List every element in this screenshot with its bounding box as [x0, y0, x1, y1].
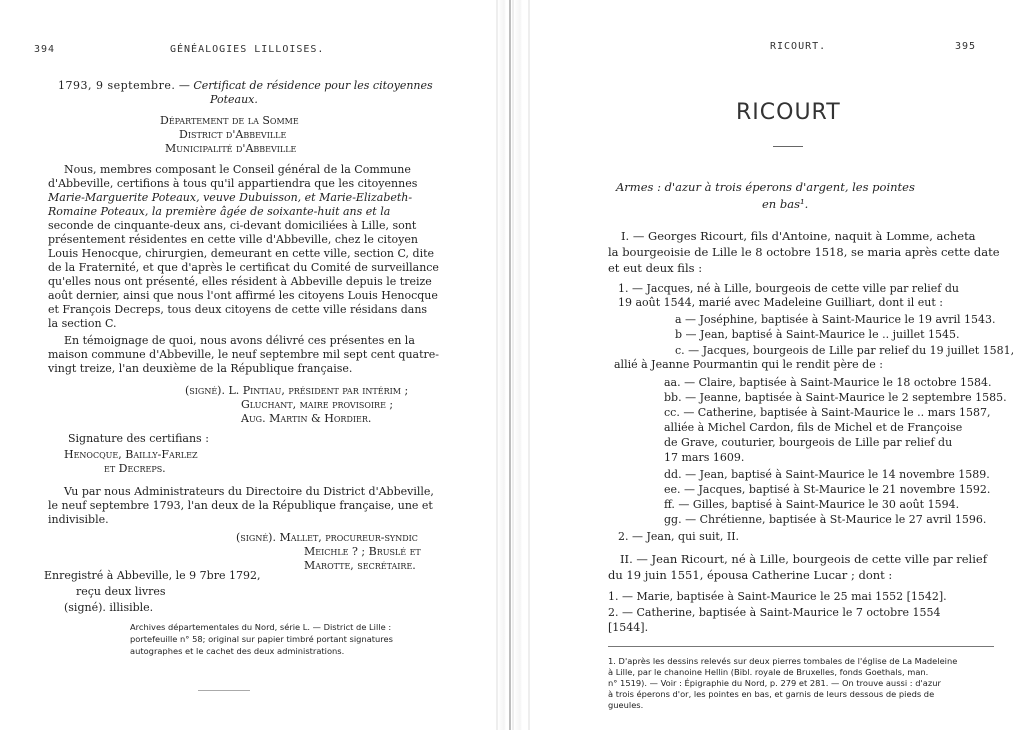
- text-line: Vu par nous Administrateurs du Directoire du District d'Abbeville,: [64, 485, 434, 498]
- certifiers-names: Henocque, Bailly-Farlez: [64, 448, 198, 461]
- running-head-right: RICOURT.: [770, 41, 827, 52]
- text-line: Nous, membres composant le Conseil général de la Commune: [64, 163, 411, 176]
- title-rule: [773, 146, 803, 147]
- list-item: gg. — Chrétienne, baptisée à St-Maurice le 27 avril 1596.: [664, 513, 987, 526]
- heading-date: 1793, 9 septembre.: [58, 79, 176, 92]
- footnote-line: à Lille, par le chanoine Hellin (Bibl. royale de Bruxelles, fonds Goethals, man.: [608, 667, 929, 677]
- left-page: [0, 0, 490, 730]
- text-line: la bourgeoisie de Lille le 8 octobre 1518, se maria après cette date: [608, 245, 1000, 259]
- text-line: d'Abbeville, certifions à tous qu'il appartiendra que les citoyennes: [48, 177, 418, 190]
- footnote-rule: [608, 646, 994, 647]
- signature-line: Meichle ? ; Bruslé et: [304, 545, 421, 558]
- text-line: seconde de cinquante-deux ans, ci-devant domiciliées à Lille, sont: [48, 219, 417, 232]
- arms-line: [616, 181, 915, 195]
- list-item: aa. — Claire, baptisée à Saint-Maurice le 18 octobre 1584.: [664, 376, 992, 389]
- signature-line: (signé). Mallet, procureur-syndic: [236, 531, 418, 544]
- footnote-line: n° 1519). — Voir : Épigraphie du Nord, p. 279 et 281. — On trouve aussi : d'azur: [608, 678, 941, 688]
- running-head-left: GÉNÉALOGIES LILLOISES.: [170, 44, 325, 55]
- list-item: cc. — Catherine, baptisée à Saint-Maurice le .. mars 1587,: [664, 406, 991, 419]
- list-item: alliée à Michel Cardon, fils de Michel et de Françoise: [664, 421, 963, 434]
- source-line: portefeuille n° 58; original sur papier timbré portant signatures: [130, 634, 393, 644]
- text-line: Louis Henocque, chirurgien, demeurant en cette ville, section C, dite: [48, 247, 435, 260]
- arms-line: en bas¹.: [762, 197, 809, 211]
- registration-line: (signé). illisible.: [64, 601, 154, 614]
- list-item: de Grave, couturier, bourgeois de Lille par relief du: [664, 436, 953, 449]
- signature-line: Gluchant, maire provisoire ;: [241, 398, 394, 411]
- book-gutter: [490, 0, 530, 730]
- footnote-line: 1. D'après les dessins relevés sur deux pierres tombales de l'église de La Madeleine: [608, 656, 958, 666]
- text-line: I. — Georges Ricourt, fils d'Antoine, naquit à Lomme, acheta: [621, 229, 976, 243]
- heading-title: — Certificat de résidence pour les citoyennes: [178, 79, 433, 92]
- certifiers-label: Signature des certifians :: [68, 432, 209, 445]
- footnote-line: gueules.: [608, 700, 644, 710]
- list-item: a — Joséphine, baptisée à Saint-Maurice le 19 avril 1543.: [675, 313, 996, 326]
- list-item: c. — Jacques, bourgeois de Lille par relief du 19 juillet 1581,: [675, 344, 1015, 357]
- heading-title-cont: Poteaux.: [210, 93, 258, 106]
- signature-line: Aug. Martin & Hordier.: [241, 412, 372, 425]
- text-line: En témoignage de quoi, nous avons délivré ces présentes en la: [64, 334, 415, 347]
- certifiers-names: et Decreps.: [104, 462, 166, 475]
- list-item: allié à Jeanne Pourmantin qui le rendit père de :: [614, 358, 883, 371]
- text-line: et eut deux fils :: [608, 261, 703, 275]
- text-line: II. — Jean Ricourt, né à Lille, bourgeois de cette ville par relief: [620, 552, 987, 566]
- list-item: ee. — Jacques, baptisé à St-Maurice le 21 novembre 1592.: [664, 483, 991, 496]
- text-line: Romaine Poteaux, la première âgée de soixante-huit ans et la: [48, 205, 391, 218]
- text-line: de la Fraternité, et que d'après le certificat du Comité de surveillance: [48, 261, 439, 274]
- arms-text: Armes : d'azur à trois éperons d'argent, les pointes: [616, 180, 915, 194]
- text-line: vingt treize, l'an deuxième de la République française.: [48, 362, 353, 375]
- registration-line: Enregistré à Abbeville, le 9 7bre 1792,: [44, 569, 261, 582]
- text-line: indivisible.: [48, 513, 109, 526]
- address-line: District d'Abbeville: [179, 128, 287, 141]
- text-line: Marie-Marguerite Poteaux, veuve Dubuisson, et Marie-Elizabeth-: [48, 191, 413, 204]
- text-line: août dernier, ainsi que nous l'ont affirmé les citoyens Louis Henocque: [48, 289, 438, 302]
- list-item: bb. — Jeanne, baptisée à Saint-Maurice le 2 septembre 1585.: [664, 391, 1007, 404]
- list-item: 19 août 1544, marié avec Madeleine Guilliart, dont il eut :: [618, 296, 943, 309]
- page-number-right: 395: [955, 41, 977, 52]
- footnote-line: à trois éperons d'or, les pointes en bas, et garnis de leurs dessous de pieds de: [608, 689, 935, 699]
- list-item: 2. — Catherine, baptisée à Saint-Maurice le 7 octobre 1554: [608, 606, 941, 619]
- registration-line: reçu deux livres: [76, 585, 166, 598]
- address-line: Municipalité d'Abbeville: [165, 142, 297, 155]
- list-item: [1544].: [608, 621, 649, 634]
- address-line: Département de la Somme: [160, 114, 299, 127]
- end-rule: [198, 690, 250, 691]
- document-heading: [58, 79, 433, 93]
- text-line: la section C.: [48, 317, 117, 330]
- source-line: Archives départementales du Nord, série L. — District de Lille :: [130, 622, 392, 632]
- list-item: 1. — Jacques, né à Lille, bourgeois de cette ville par relief du: [618, 282, 959, 295]
- text-line: le neuf septembre 1793, l'an deux de la République française, une et: [48, 499, 433, 512]
- list-item: ff. — Gilles, baptisé à Saint-Maurice le 30 août 1594.: [664, 498, 960, 511]
- list-item: dd. — Jean, baptisé à Saint-Maurice le 14 novembre 1589.: [664, 468, 990, 481]
- list-item: 17 mars 1609.: [664, 451, 745, 464]
- text-line: maison commune d'Abbeville, le neuf septembre mil sept cent quatre-: [48, 348, 440, 361]
- right-page: [530, 0, 1024, 730]
- list-item: 2. — Jean, qui suit, II.: [618, 530, 740, 543]
- page-title: RICOURT: [736, 100, 841, 125]
- list-item: 1. — Marie, baptisée à Saint-Maurice le 25 mai 1552 [1542].: [608, 590, 947, 603]
- page-number-left: 394: [34, 44, 56, 55]
- text-line: et François Decreps, tous deux citoyens de cette ville résidans dans: [48, 303, 428, 316]
- text-line: qu'elles nous ont présenté, elles résident à Abbeville depuis le treize: [48, 275, 432, 288]
- signature-line: (signé). L. Pintiau, président par intérim ;: [185, 384, 409, 397]
- signature-line: Marotte, secrétaire.: [304, 559, 416, 572]
- list-item: b — Jean, baptisé à Saint-Maurice le .. juillet 1545.: [675, 328, 960, 341]
- text-line: présentement résidentes en cette ville d'Abbeville, chez le citoyen: [48, 233, 418, 246]
- source-line: autographes et le cachet des deux administrations.: [130, 646, 345, 656]
- text-line: du 19 juin 1551, épousa Catherine Lucar ; dont :: [608, 568, 893, 582]
